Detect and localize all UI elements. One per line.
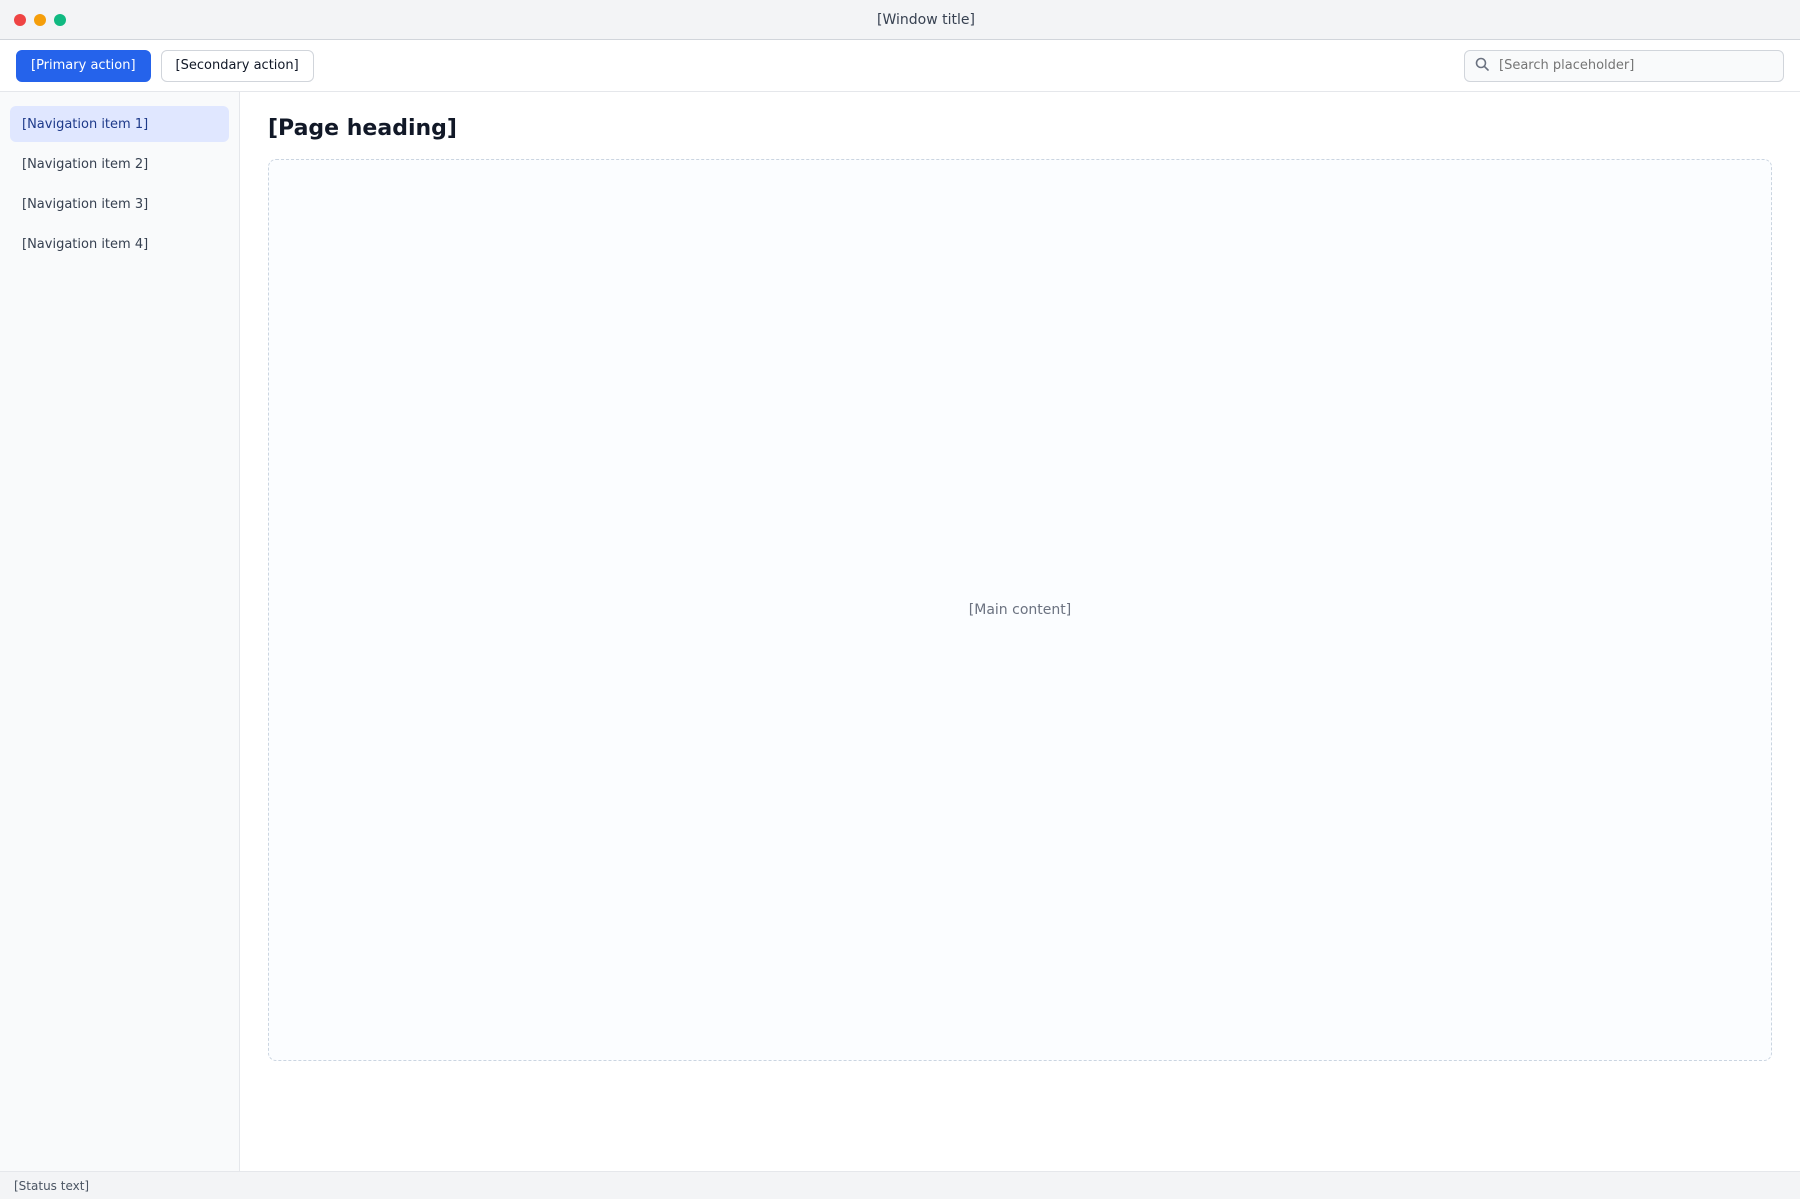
sidebar-item-2[interactable]: [Navigation item 2] [22, 156, 149, 172]
primary-action-button[interactable]: [Primary action] [16, 50, 151, 82]
window-title: [Window title] [877, 11, 975, 28]
maximize-window-button[interactable] [54, 14, 66, 26]
sidebar [0, 92, 240, 1171]
content-placeholder: [Main content] [968, 602, 1072, 618]
search-box[interactable] [1464, 50, 1784, 82]
main-content [240, 92, 1800, 1171]
sidebar-item-1[interactable]: [Navigation item 1] [10, 106, 229, 142]
sidebar-item-4[interactable]: [Navigation item 4] [22, 236, 149, 252]
status-bar [0, 1171, 1800, 1199]
toolbar [0, 40, 1800, 92]
window-controls [14, 14, 66, 26]
status-text: [Status text] [14, 1178, 90, 1193]
app-body [0, 92, 1800, 1171]
content-panel [268, 159, 1772, 1061]
search-icon [1475, 56, 1489, 75]
page-title: [Page heading] [268, 116, 457, 141]
minimize-window-button[interactable] [34, 14, 46, 26]
sidebar-item-3[interactable]: [Navigation item 3] [22, 196, 149, 212]
close-window-button[interactable] [14, 14, 26, 26]
secondary-action-button[interactable]: [Secondary action] [161, 50, 314, 82]
search-input[interactable] [1497, 57, 1773, 74]
title-bar [0, 0, 1800, 40]
